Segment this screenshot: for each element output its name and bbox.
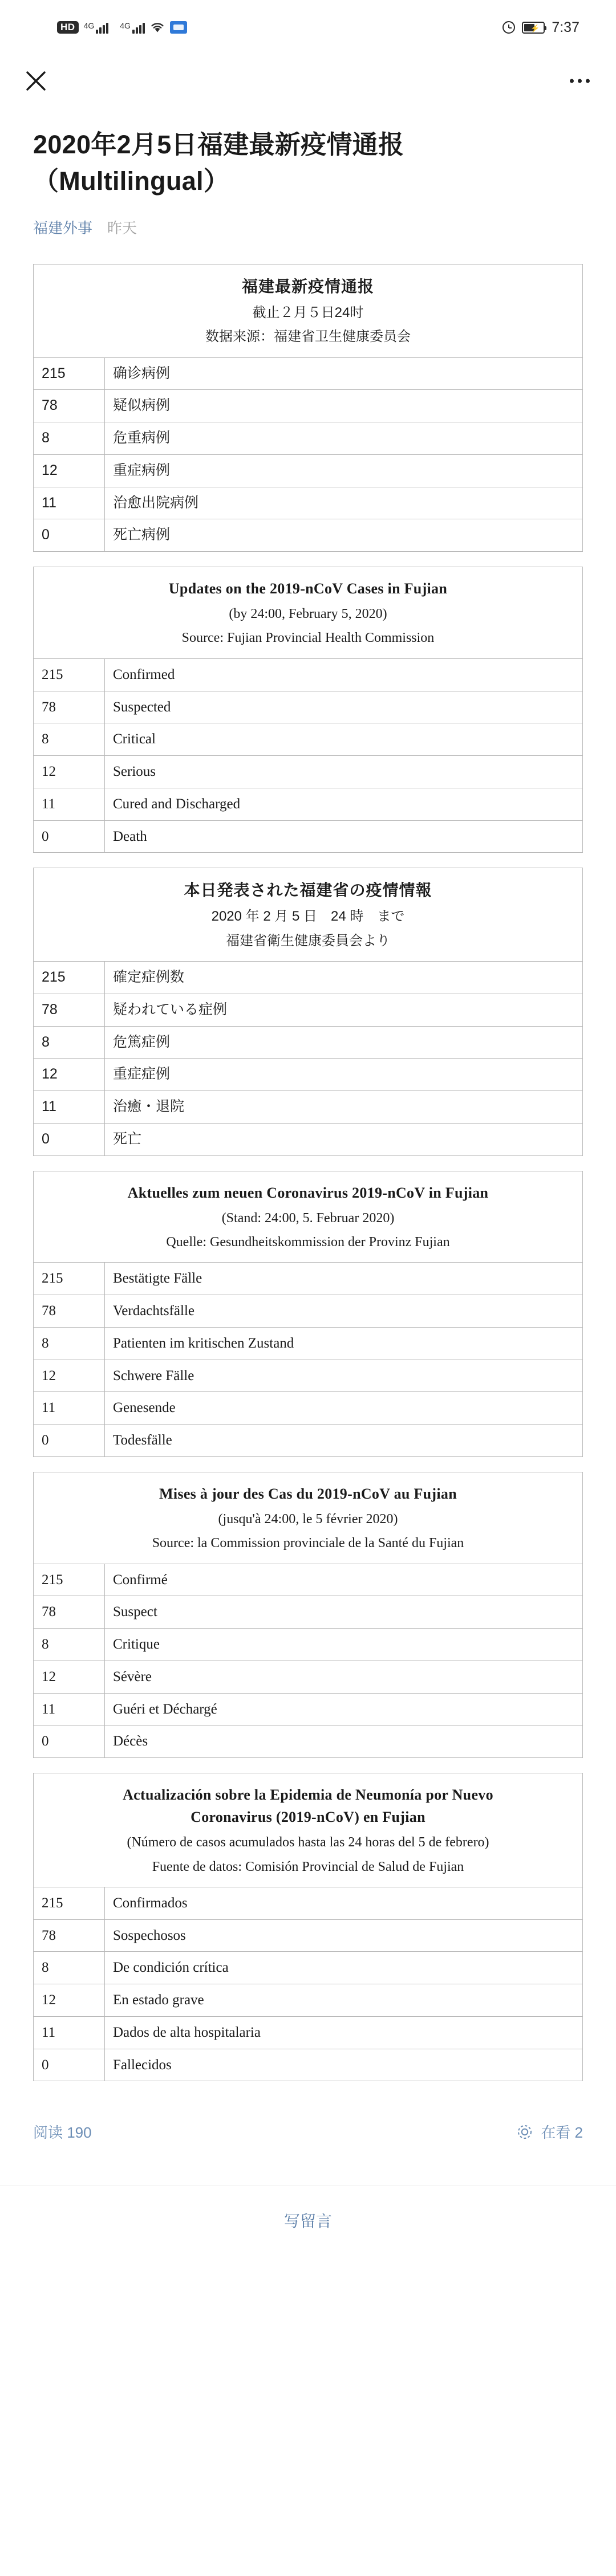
cell-label: Todesfälle <box>105 1425 583 1456</box>
table-row <box>34 820 582 852</box>
table-de <box>34 1263 582 1456</box>
table-subtitle: (jusqu'à 24:00, le 5 février 2020) <box>218 1511 398 1527</box>
table-title: 福建最新疫情通报 <box>241 277 374 295</box>
cell-value: 215 <box>34 358 105 390</box>
case-table-de <box>33 1171 583 1457</box>
cell-value: 215 <box>34 1887 105 1919</box>
table-row <box>34 788 582 820</box>
wow-icon <box>516 2123 534 2141</box>
cell-value: 78 <box>34 1295 105 1328</box>
table-row <box>34 487 582 519</box>
cell-label: En estado grave <box>105 1984 583 2017</box>
table-row <box>34 1887 582 1919</box>
cell-value: 78 <box>34 1596 105 1629</box>
table-header-es <box>34 1773 582 1887</box>
table-en <box>34 659 582 853</box>
app-badge-icon <box>170 21 187 34</box>
cell-value: 215 <box>34 659 105 691</box>
table-row <box>34 1726 582 1757</box>
case-table-fr <box>33 1472 583 1758</box>
cell-label: Verdachtsfälle <box>105 1295 583 1328</box>
network-type-label-2: 4G <box>120 21 131 30</box>
page-title: 2020年2月5日福建最新疫情通报（Multilingual） <box>33 130 404 196</box>
table-row <box>34 1919 582 1952</box>
cell-value: 78 <box>34 390 105 422</box>
table-row <box>34 1263 582 1295</box>
cell-value: 11 <box>34 1091 105 1124</box>
table-header-en <box>34 567 582 659</box>
table-row <box>34 962 582 994</box>
wow-button[interactable] <box>516 2121 583 2142</box>
publish-time: 昨天 <box>107 219 137 237</box>
table-row <box>34 756 582 788</box>
table-row <box>34 1123 582 1155</box>
cell-value: 78 <box>34 994 105 1026</box>
status-clock: 7:37 <box>552 19 579 35</box>
table-row <box>34 1327 582 1360</box>
cell-value: 11 <box>34 1392 105 1425</box>
table-row <box>34 1629 582 1661</box>
table-row <box>34 519 582 551</box>
cell-label: 死亡病例 <box>105 519 583 551</box>
cell-label: Suspect <box>105 1596 583 1629</box>
status-bar-left <box>57 0 187 55</box>
table-row <box>34 1026 582 1059</box>
table-subtitle: (Stand: 24:00, 5. Februar 2020) <box>221 1210 395 1226</box>
table-title: Mises à jour des Cas du 2019-nCoV au Fujian <box>159 1485 457 1502</box>
table-row <box>34 1596 582 1629</box>
table-title: Aktuelles zum neuen Coronavirus 2019-nCoV in Fujian <box>127 1184 489 1201</box>
table-source: Source: la Commission provinciale de la Santé du Fujian <box>152 1536 464 1551</box>
cell-value: 8 <box>34 422 105 455</box>
table-title: Actualización sobre la Epidemia de Neumonía por Nuevo <box>123 1786 493 1804</box>
signal-bars-2 <box>132 21 145 34</box>
signal-icon-1 <box>84 21 109 34</box>
table-title: 本日発表された福建省の疫情情報 <box>184 881 432 900</box>
case-table-ja <box>33 868 583 1155</box>
cell-value: 11 <box>34 2016 105 2049</box>
battery-icon <box>522 22 545 34</box>
cell-value: 12 <box>34 1661 105 1693</box>
cell-value: 12 <box>34 1360 105 1392</box>
cell-value: 8 <box>34 1629 105 1661</box>
signal-bars-1 <box>96 21 108 34</box>
more-options-icon[interactable] <box>570 79 590 83</box>
table-source: 福建省衛生健康委員会より <box>226 933 390 949</box>
table-header-ja <box>34 868 582 962</box>
cell-value: 12 <box>34 756 105 788</box>
table-row <box>34 1693 582 1726</box>
cell-label: Fallecidos <box>105 2049 583 2081</box>
cell-label: Décès <box>105 1726 583 1757</box>
table-source: Source: Fujian Provincial Health Commission <box>181 630 435 646</box>
table-row <box>34 994 582 1026</box>
table-header-de <box>34 1171 582 1263</box>
close-icon[interactable] <box>23 68 49 94</box>
table-row <box>34 2016 582 2049</box>
table-title: Updates on the 2019-nCoV Cases in Fujian <box>168 580 448 597</box>
cell-value: 0 <box>34 519 105 551</box>
cell-label: 重症症例 <box>105 1059 583 1091</box>
signal-icon-2 <box>120 21 145 34</box>
cell-value: 78 <box>34 691 105 723</box>
cell-label: Guéri et Déchargé <box>105 1693 583 1726</box>
table-header-fr <box>34 1472 582 1564</box>
cell-label: Critique <box>105 1629 583 1661</box>
network-type-label-1: 4G <box>83 21 95 30</box>
cell-label: Dados de alta hospitalaria <box>105 2016 583 2049</box>
cell-label: 疑われている症例 <box>105 994 583 1026</box>
comment-bar <box>0 2186 616 2254</box>
hd-icon: HD <box>57 21 79 34</box>
cell-label: Sospechosos <box>105 1919 583 1952</box>
cell-value: 0 <box>34 2049 105 2081</box>
table-row <box>34 1059 582 1091</box>
table-zh-cn <box>34 358 582 552</box>
table-row <box>34 2049 582 2081</box>
table-subtitle: (by 24:00, February 5, 2020) <box>229 607 387 622</box>
cell-value: 11 <box>34 1693 105 1726</box>
cell-label: 治愈出院病例 <box>105 487 583 519</box>
table-row <box>34 1952 582 1984</box>
cell-label: Confirmé <box>113 1572 168 1588</box>
cell-label: 死亡 <box>105 1123 583 1155</box>
table-row <box>34 422 582 455</box>
cell-label: Death <box>105 820 583 852</box>
table-row <box>34 358 582 390</box>
table-source: 数据来源：福建省卫生健康委员会 <box>205 329 411 345</box>
table-row <box>34 1425 582 1456</box>
cell-label: 疑似病例 <box>105 390 583 422</box>
cell-label: 確定症例数 <box>113 969 185 986</box>
case-table-zh-cn <box>33 264 583 552</box>
cell-value: 11 <box>34 788 105 820</box>
case-table-en <box>33 567 583 853</box>
case-table-es <box>33 1773 583 2081</box>
cell-label: Bestätigte Fälle <box>113 1271 202 1287</box>
table-row <box>34 659 582 691</box>
table-ja <box>34 962 582 1155</box>
cell-label: Sévère <box>105 1661 583 1693</box>
article-body <box>0 127 616 2081</box>
table-subtitle: 2020 年 2 月 5 日 24 時 まで <box>211 909 405 925</box>
cell-label: 危重病例 <box>105 422 583 455</box>
wow-label: 在看 2 <box>541 2124 583 2142</box>
nav-bar <box>0 55 616 107</box>
table-subtitle: 截止２月５日24时 <box>252 304 364 320</box>
table-source: Quelle: Gesundheitskommission der Provinz Fujian <box>166 1235 450 1250</box>
table-es <box>34 1887 582 2081</box>
table-title-line2: Coronavirus (2019-nCoV) en Fujian <box>191 1809 425 1826</box>
charging-bolt-icon: ⚡ <box>530 23 540 32</box>
table-row <box>34 723 582 756</box>
article-meta <box>33 217 583 238</box>
write-comment-button[interactable]: 写留言 <box>283 2212 332 2231</box>
table-row <box>34 1091 582 1124</box>
cell-label: Confirmados <box>113 1895 188 1911</box>
table-row <box>34 1295 582 1328</box>
alarm-icon <box>502 21 515 34</box>
cell-label: Schwere Fälle <box>105 1360 583 1392</box>
table-header-zh-cn <box>34 264 582 358</box>
cell-label: 重症病例 <box>105 454 583 487</box>
status-bar-right <box>502 0 579 55</box>
cell-label: 确诊病例 <box>113 365 171 381</box>
table-row <box>34 1392 582 1425</box>
cell-label: Patienten im kritischen Zustand <box>105 1327 583 1360</box>
table-row <box>34 390 582 422</box>
cell-label: Confirmed <box>113 666 175 682</box>
article-footer <box>0 2096 616 2142</box>
table-row <box>34 1360 582 1392</box>
cell-value: 8 <box>34 1026 105 1059</box>
cell-value: 0 <box>34 1726 105 1757</box>
cell-value: 12 <box>34 454 105 487</box>
cell-value: 12 <box>34 1984 105 2017</box>
cell-label: Suspected <box>105 691 583 723</box>
cell-value: 215 <box>34 1564 105 1596</box>
wifi-icon <box>150 21 165 34</box>
table-row <box>34 1984 582 2017</box>
cell-value: 0 <box>34 1123 105 1155</box>
status-bar <box>0 0 616 55</box>
account-name-link[interactable]: 福建外事 <box>33 219 93 237</box>
cell-value: 8 <box>34 1952 105 1984</box>
read-count: 阅读 190 <box>33 2124 92 2142</box>
table-row <box>34 691 582 723</box>
bottom-spacer <box>0 2254 616 2272</box>
cell-label: De condición crítica <box>105 1952 583 1984</box>
cell-label: Serious <box>105 756 583 788</box>
cell-label: Critical <box>105 723 583 756</box>
cell-label: 治癒・退院 <box>105 1091 583 1124</box>
cell-value: 215 <box>34 1263 105 1295</box>
cell-value: 0 <box>34 1425 105 1456</box>
table-subtitle: (Número de casos acumulados hasta las 24 horas del 5 de febrero) <box>127 1835 489 1850</box>
cell-value: 0 <box>34 820 105 852</box>
cell-label: 危篤症例 <box>105 1026 583 1059</box>
cell-value: 11 <box>34 487 105 519</box>
cell-value: 78 <box>34 1919 105 1952</box>
cell-label: Cured and Discharged <box>105 788 583 820</box>
cell-value: 12 <box>34 1059 105 1091</box>
cell-value: 8 <box>34 1327 105 1360</box>
table-fr <box>34 1564 582 1758</box>
table-row <box>34 1661 582 1693</box>
table-row <box>34 454 582 487</box>
cell-value: 8 <box>34 723 105 756</box>
table-row <box>34 1564 582 1596</box>
table-source: Fuente de datos: Comisión Provincial de Salud de Fujian <box>152 1859 464 1874</box>
cell-label: Genesende <box>105 1392 583 1425</box>
cell-value: 215 <box>34 962 105 994</box>
